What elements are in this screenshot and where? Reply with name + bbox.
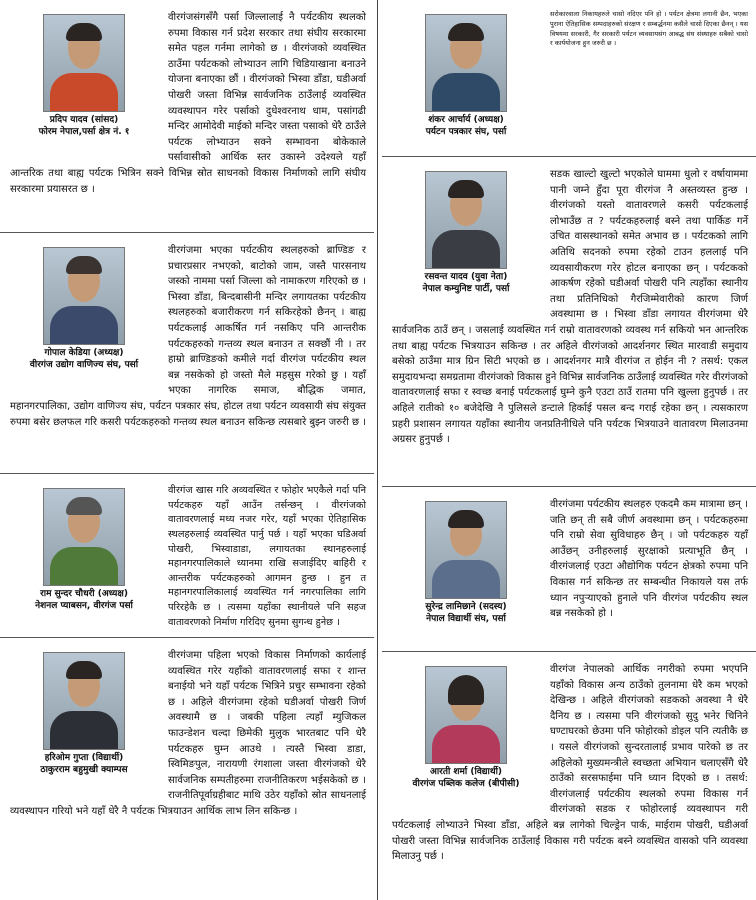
person-name: प्रदिप यादव (सांसद) bbox=[49, 115, 119, 125]
person-organization: पर्यटन पत्रकार संघ, पर्सा bbox=[425, 127, 507, 137]
article-hariom-gupta bbox=[0, 638, 374, 900]
portrait-block bbox=[10, 243, 158, 395]
article-text: वीरगंजमा पर्यटकीय स्थलहरु एकदमै कम मात्रामा छन् । जति छन् ती सबै जीर्ण अवस्थामा छन् । पर्यटकहरुमा पनि राम्रो सेवा सुविधाहरु छैन् । जो पर्यटकहरु यहाँ आउँछन् उनीहरुलाई सुरक्षाको प्रत्याभूति छैन् । वीरगंजलाई एउटा औद्योगिक पर्यटन क्षेत्रको रुपमा पनि विकास गर्न सकिन्छ तर सम्बन्धीत निकायले यस तर्फ ध्यान नपुऱ्याएको हुनाले पनि वीरगंज पर्यटकीय स्थल बन्न नसकेको हो । bbox=[550, 499, 748, 620]
article-surendra-lamichhane bbox=[382, 487, 756, 652]
left-column bbox=[0, 0, 374, 900]
person-name: हरिओम गुप्ता (विद्यार्थी) bbox=[44, 753, 124, 763]
article-text: वीरगंजसंगसँगै पर्सा जिल्लालाई नै पर्यटकीय स्थलको रुपमा विकास गर्न प्रदेश सरकार तथा संघीय सरकारमा समेत पहल गर्नमा लागेको छ । वीरगंजको व्यवस्थित ठाउँमा पर्यटकको लोभ्याउन लागि चिडियाखाना बनाउने योजना बनाएका छौं । वीरगंजको भिस्वा डाँडा, घडीअर्वा पोखरी जस्ता विभिन्न सार्वजनिक ठाउँलाई व्यवस्थित व्यवस्थापन गरेर पर्साको दुधेश्वरनाथ धाम, पसांगढी मन्दिर आमोदेवी माईको मन्दिर जस्ता पसाको धेरै ठाउँले पर्यटक लोभ्याउन सक्ने सम्भावना बोकेकाले पर्सावासीको आर्थिक स्तर उकास्ने उदेश्यले यहाँ आन्तरिक तथा बाह्य पर्यटक भित्रिन सक्ने विभिन्न स्रोत साधनको विकास निर्माणको लागि संघीय सरकारमा प्रयासरत छ । bbox=[10, 12, 366, 195]
article-shankar-acharya bbox=[382, 0, 756, 157]
person-name: शंकर आर्चार्य (अध्यक्ष) bbox=[428, 115, 504, 125]
article-pradip-yadav bbox=[0, 0, 374, 233]
article-raswant-yadav bbox=[382, 157, 756, 487]
article-text: सडक खाल्टो खुल्टो भएकोले घाममा धुलो र वर्षायाममा पानी जम्ने हुँदा पूरा वीरगंज नै अस्तव्यस्त हुन्छ । वीरगंजको यस्तो वातावरणले कसरी पर्यटकलाई लोभाउँछ त ? पर्यटकहरुलाई बस्ने तथा पार्किङ गर्ने उचित वासस्थानको समेत अभाव छ । पर्यटकको लागि अतिथि सदनको रुपमा रहेको टाउन हललाई पनि व्यवसायीकरण गरेर होटल बनाएका छन् । पर्यटकको आकर्षण रहेको घडीअर्वा पोखरी पनि त्यहाँका स्थानीय तथा प्रतिनिधिको गैरजिम्मेवारीको कारण जिर्ण अवस्थामा छ । भिस्वा डाँडा लगायत वीरगंजमा धेरै सार्वजनिक ठाउँ छन् । जसलाई व्यवस्थित गर्न राम्रो वातावरणको व्यवस्थ गर्न सकियो भन आन्तरिक तथा बाह्य पर्यटक भित्रयाउन सकिन्छ । तर अहिले वीरगंजको आदर्शनगर स्थित मारवाडी समुदाय बसेको ठाउँमा मात्र ग्रिन सिटी भएको छ । आदर्शनगर मात्रै वीरगंज त होईन नी ? तसर्थ: एकल समुदायभन्दा समग्रतामा वीरगंजको विकास हुने विभिन्न सार्वजनिक ठाउँलाई व्यवस्थित गरेर वीरगंजको वातावरणलाई सफा र स्वच्छ बनाई पर्यटकलाई घुम्ने कुनै एउटा ठाउँ रातमा पनि खुल्ला हुनुपर्छ । तर अहिले रातीको १० बजेदेखि नै पुलिसले डन्टाले हिर्काई पसल बन्द गराई रहेका छन् । त्यसकारण प्रहरी प्रशासन लगायत यहाँका स्थानीय जनप्रतिनीधिले पनि पर्यटक भित्रयाउने वातावरण मिलाउनमा अग्रसर हुनुपर्छ । bbox=[392, 169, 748, 446]
portrait-photo bbox=[43, 247, 125, 345]
article-text: वीरगंजमा पहिला भएको विकास निर्माणको कार्यलाई व्यवस्थित गरेर यहाँको वातावरणलाई सफा र शान्त बनाईयो भने यहाँ पर्यटक भित्रिने प्रचुर सम्भावना रहेको छ । अहिले वीरगंजमा रहेको घडीअर्वा पोखरी जिर्ण अवस्थामै छ । जबकी पहिला त्यहाँ म्युजिकल फाउन्डेशन चल्दा छिमेकी मुलुक भारतबाट पनि धेरै पर्यटकहरु घुम्न आउथे । त्यस्तै भिस्वा डाडा, स्विमिङपुल, नारायणी रंगशाला जस्ता वीरगंजको धेरै सार्वजनिक सम्पतीहरुमा राजनीतिकरण भईसकेको छ । राजनीतिपूर्वाग्रहीबाट माथि उठेर यहाँको स्रोत साधनलाई व्यवस्थापन गरियो भने यहाँ धेरै नै पर्यटक भित्रयाउन आर्थिक लाभ लिन सकिन्छ । bbox=[10, 650, 366, 817]
article-text: सरोकारवाला निकायहरुले चासो नदिएर पनि हो । पर्यटन क्षेत्रमा लगानी छैन, भएका पुराना ऐतिहासिक सम्पदाहरुको संरक्षण र सम्बर्द्धनमा कसैले चासो दिएका छैनन् । यस विषयमा सरकारी, गैर सरकारी पर्यटन व्यवसायसंग आबद्ध संघ संस्थाहरु सबैको चासो र कार्ययोजना हुन जरुरी छ । bbox=[550, 10, 748, 48]
portrait-block bbox=[392, 10, 540, 157]
portrait-photo bbox=[43, 488, 125, 586]
person-name: गोपाल केडिया (अध्यक्ष) bbox=[44, 348, 124, 358]
article-text: वीरगंज खास गरि अव्यवस्थित र फोहोर भएकैले गर्दा पनि पर्यटकहरु यहाँ आउँन तर्सन्छन् । वीरगंजको वातावरणलाई मध्य नजर गरेर, यहाँ भएका ऐतिहासिक स्थलहरुलाई व्यवस्थित पार्नु पर्छ । यहाँ भएका घडिअर्वा पोखरी, भिस्वाडाडा, लगायतका स्थानहरुलाई महानगरपालिकाले ध्यानमा राखि सजाईदिए बाहिरी र आन्तरीक पर्यटकहरुको आगमन हुन्छ । हुन त महानगरपालिकालाई व्यवस्थित गर्न नगरपालिका लागि परिरहेकै छ । त्यसमा यहाँका स्थानीयले पनि सहज वातावरणको निर्माण गरिदिए सुनमा सुगन्ध हुनेछ । bbox=[168, 485, 366, 628]
person-name: आरती शर्मा (विद्यार्थी) bbox=[429, 767, 503, 777]
person-name: राम सुन्दर चौधरी (अध्यक्ष) bbox=[40, 589, 128, 599]
portrait-photo bbox=[425, 171, 507, 269]
portrait-photo bbox=[43, 652, 125, 750]
person-organization: नेपाल कम्युनिष्ट पार्टी, पर्सा bbox=[422, 284, 510, 294]
person-organization: नेपाल विद्यार्थी संघ, पर्सा bbox=[426, 614, 506, 624]
person-organization: फोरम नेपाल,पर्सा क्षेत्र नं. १ bbox=[38, 127, 130, 137]
article-aarati-sharma bbox=[382, 652, 756, 900]
column-divider bbox=[377, 0, 378, 900]
portrait-block bbox=[10, 484, 158, 636]
portrait-block bbox=[10, 10, 158, 162]
portrait-photo bbox=[425, 14, 507, 112]
portrait-block bbox=[10, 648, 158, 800]
portrait-block bbox=[392, 497, 540, 649]
person-organization: नेशनल प्याबसन, वीरगंज पर्सा bbox=[35, 601, 133, 611]
person-organization: ठाकुरराम बहुमुखी क्याम्पस bbox=[40, 765, 128, 775]
portrait-photo bbox=[43, 14, 125, 112]
article-text: वीरगंजमा भएका पर्यटकीय स्थलहरुको ब्राण्डिङ र प्रचारप्रसार नभएको, बाटोको जाम, जस्तै पारसनाथ जस्को नाममा पर्सा जिल्ला को नामाकरण गरिएको छ । भिस्वा डाँडा, बिन्दबासीनी मन्दिर लगायतका पर्यटकीय स्थलहरुको बजारीकरण गर्न सकिरहेको छैनन् । बाह्य पर्यटकलाई आकर्षित गर्न नसकिए पनि आन्तरीक पर्यटकहरुको गन्तव्य स्थल बनाउन त सक्छौं नी । तर हाम्रो ब्राण्डिङको कमीले गर्दा वीरगंज पर्यटकीय स्थल बन्न नसकेको हो जस्तो मैले महसुस गरेको छु । यहाँ भएका नागरिक समाज, बौद्धिक जमात, महानगरपालिका, उद्योग वाणिज्य संघ, पर्यटन पत्रकार संघ, होटल तथा पर्यटन व्यवसायी संघ संयुक्त रुपमा बसेर छलफल गरि कसरी पर्यटकहरुको गन्तव्य स्थल बनाउन सकिन्छ त्यसबारे बुझ्न जरुरी छ । bbox=[10, 245, 366, 428]
article-ram-sundar-chaudhari bbox=[0, 474, 374, 638]
article-gopal-kediya bbox=[0, 233, 374, 474]
person-organization: वीरगंज पब्लिक कलेज (बीपीसी) bbox=[412, 779, 520, 789]
right-column bbox=[382, 0, 756, 900]
portrait-photo bbox=[425, 666, 507, 764]
portrait-photo bbox=[425, 501, 507, 599]
person-organization: वीरगंज उद्योग वाणिज्य संघ, पर्सा bbox=[29, 360, 139, 370]
portrait-block bbox=[392, 662, 540, 814]
portrait-block bbox=[392, 167, 540, 319]
article-text: वीरगंज नेपालको आर्थिक नगरीको रुपमा भएपनि यहाँको विकास अन्य ठाउँको तुलनामा धेरै कम भएको देखिन्छ । अहिले वीरगंजको सडकको अवस्था नै धेरै दैनिय छ । त्यसमा पनि वीरगंजको सुदु भनेर चिनिने घण्टाघरको छेउमा पनि फोहोरको डोइल पनि त्यतीकै छ । यसले वीरगंजको सुन्दरतालाई प्रभाव पारेको छ तर अहिलेको मुख्यमन्त्रीले स्वच्छता अभियान चलाएसँगै धेरै ठाउँको सरसफाईमा पनि ध्यान दिएको छ । तसर्थ: वीरगंजलाई पर्यटकीय स्थलको रुपमा विकास गर्न वीरगंजको सडक र फोहोरलाई व्यवस्थापन गरी पर्यटकलाई लोभ्याउने भिस्वा डाँडा, अहिले बन्न लागेको चिल्ड्रेन पार्क, माईराम पोखरी, घडीअर्वा पोखरी जस्ता विभिन्न सार्वजनिक ठाउँलाई विकास गरी पर्यटक बस्ने व्यवस्थित वासको पनि व्यवस्था मिलाउनु पर्छ । bbox=[392, 664, 748, 863]
person-name: रसवन्त यादव (युवा नेता) bbox=[424, 272, 508, 282]
person-name: सुरेन्द्र लामिछाने (सदस्य) bbox=[425, 602, 507, 612]
